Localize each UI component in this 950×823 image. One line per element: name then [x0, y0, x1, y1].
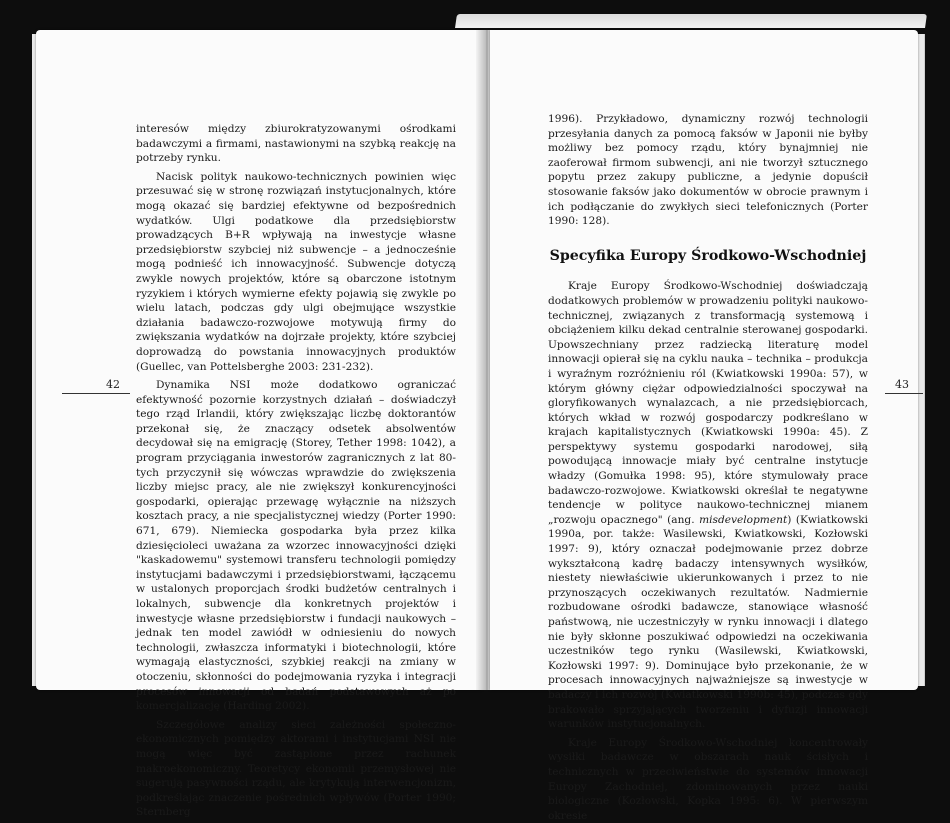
right-page — [490, 30, 918, 822]
left-paragraph: Nacisk polityk naukowo-technicznych powinien więc przesuwać się w stronę rozwiązań instytucjonalnych, które mogą okazać się bardziej efektywne od bezpośrednich wydatków. Ulgi podatkowe dla przedsiębiorstw prowadzących B+R wpływają na inwestycje własne przedsiębiorstw szybciej niż subwencje – a jednocześnie mogą podnieść ich innowacyjność. Subwencje dotyczą zwykle nowych projektów, które są obarczone istotnym ryzykiem i których wymierne efekty pojawią się zwykle po wielu latach, podczas gdy ulgi obejmujące wszystkie działania badawczo-rozwojowe motywują firmy do zwiększania wydatków na dojrzałe projekty, które szybciej doprowadzą do powstania innowacyjnych produktów (Guellec, van Pottelsberghe 2003: 231-232). — [136, 170, 456, 373]
page-number-rule-right — [885, 393, 923, 394]
left-paragraph: Szczegółowe analizy sieci zależności społeczno-ekonomicznych pomiędzy aktorami i instytucjami NSI nie mogą więc być zastąpione przez rachunek makroekonomiczny. Teoretycy ekonomii przemysłowej nie sugerują pasywności rządu, ale krytykują interwencjonizm, podkreślając znaczenie pośrednich wpływów (Porter 1990; Sternberg — [136, 718, 456, 819]
right-paragraph — [548, 279, 868, 731]
right-paragraph: Kraje Europy Środkowo-Wschodniej koncentrowały wysiłki badawcze w obszarach nauk ścisłych i technicznych w przeciwieństwie do systemów innowacji Europy Zachodniej, zdominowanych przez nauki biologiczne (Kozłowski, Kopka 1995: 6). W pierwszym okresie — [548, 736, 868, 822]
right-page-text — [548, 112, 868, 823]
right-paragraph-emphasis: misdevelopment — [699, 513, 788, 526]
right-paragraph-part: Kraje Europy Środkowo-Wschodniej doświadczają dodatkowych problemów w prowadzeniu polityki naukowo-technicznej, związanych z transformacją systemową i obciążeniem kilku dekad centralnie sterowanej gospodarki. Upowszechniany przez radziecką literaturę model innowacji opierał się na cyklu nauka – technika – produkcja i wyraźnym rozróżnieniu ról (Kwiatkowski 1990a: 57), w którym główny ciężar odpowiedzialności spoczywał na gloryfikowanych wynalazcach, a nie przedsiębiorcach, których wkład w rozwój gospodarczy podkreślano w krajach kapitalistycznych (Kwiatkowski 1990a: 45). Z perspektywy systemu gospodarki narodowej, siłą powodującą innowacje miały być centralne instytucje władzy (Gomułka 1998: 95), które stymulowały prace badawczo-rozwojowe. Kwiatkowski określał te negatywne tendencje w polityce naukowo-technicznej mianem „rozwoju opacznego" (ang. — [548, 280, 868, 526]
left-page-text — [136, 122, 456, 820]
left-page — [36, 30, 482, 819]
page-edge-top — [455, 14, 927, 28]
left-paragraph: Dynamika NSI może dodatkowo ograniczać efektywność pozornie korzystnych działań – doświadczył tego rząd Irlandii, który zwiększając liczbę doktorantów przekonał się, że znaczący odsetek absolwentów decydował się na emigrację (Storey, Tether 1998: 1042), a program przyciągania inwestorów zagranicznych z lat 80-tych przyczynił się wówczas wprawdzie do zwiększenia liczby miejsc pracy, ale nie zwiększył konkurencyjności gospodarki, opierając przewagę wyłącznie na niższych kosztach pracy, a nie specjalistycznej wiedzy (Porter 1990: 671, 679). Niemiecka gospodarka była przez kilka dziesięcioleci uważana za wzorzec innowacyjności dzięki "kaskadowemu" systemowi transferu technologii pomiędzy instytucjami badawczymi i przedsiębiorstwami, łączącemu w ustalonych proporcjach środki budżetów centralnych i lokalnych, subwencje dla konkretnych projektów i inwestycje własne przedsiębiorstw i fundacji naukowych – jednak ten model zawiódł w odniesieniu do nowych technologii, zwłaszcza informatyki i biotechnologii, które wymagają elastyczności, szybkiej reakcji na zmiany w otoczeniu, skłonności do podejmowania ryzyka i integracji procesów innowacji od badań podstawowych aż po komercjalizację (Harding 2002). — [136, 379, 456, 713]
open-book — [28, 10, 928, 822]
page-number-right: 43 — [895, 378, 909, 391]
page-number-left: 42 — [106, 378, 120, 391]
page-number-rule-left — [62, 393, 130, 394]
right-paragraph-part: ) (Kwiatkowski 1990a, por. także: Wasilewski, Kwiatkowski, Kozłowski 1997: 9), który oznaczał podejmowanie przez dobrze wykształconą kadrę badaczy intensywnych wysiłków, niestety niewłaściwie ukierunkowanych i przez to nie przynoszących oczekiwanych rezultatów. Nadmiernie rozbudowane ośrodki badawcze, stanowiące własność państwową, nie uczestniczyły w rynku innowacji i dlatego nie były skłonne poszukiwać odpowiedzi na oczekiwania uczestników tego rynku (Wasilewski, Kwiatkowski, Kozłowski 1997: 9). Dominujące było przekonanie, że w procesach innowacyjnych najważniejsze są inwestycje w badaczy i ich rozwój (Kwiatkowski 1990b: 45), podczas gdy brakowało sprzyjających tworzeniu i dyfuzji innowacji warunków instytucjonalnych. — [548, 513, 869, 731]
left-paragraph: interesów między zbiurokratyzowanymi ośrodkami badawczymi a firmami, nastawionymi na szybką reakcję na potrzeby rynku. — [136, 123, 456, 165]
section-heading: Specyfika Europy Środkowo-Wschodniej — [549, 247, 867, 264]
right-paragraph: 1996). Przykładowo, dynamiczny rozwój technologii przesyłania danych za pomocą faksów w Japonii nie byłby możliwy bez pomocy rządu, który bynajmniej nie zaoferował firmom subwencji, ani nie tworzył sztucznego popytu przez zakupy publiczne, a jedynie dopuścił stosowanie faksów jako dokumentów w obrocie prawnym i ich podłączanie do zwykłych sieci telefonicznych (Porter 1990: 128). — [548, 113, 868, 228]
